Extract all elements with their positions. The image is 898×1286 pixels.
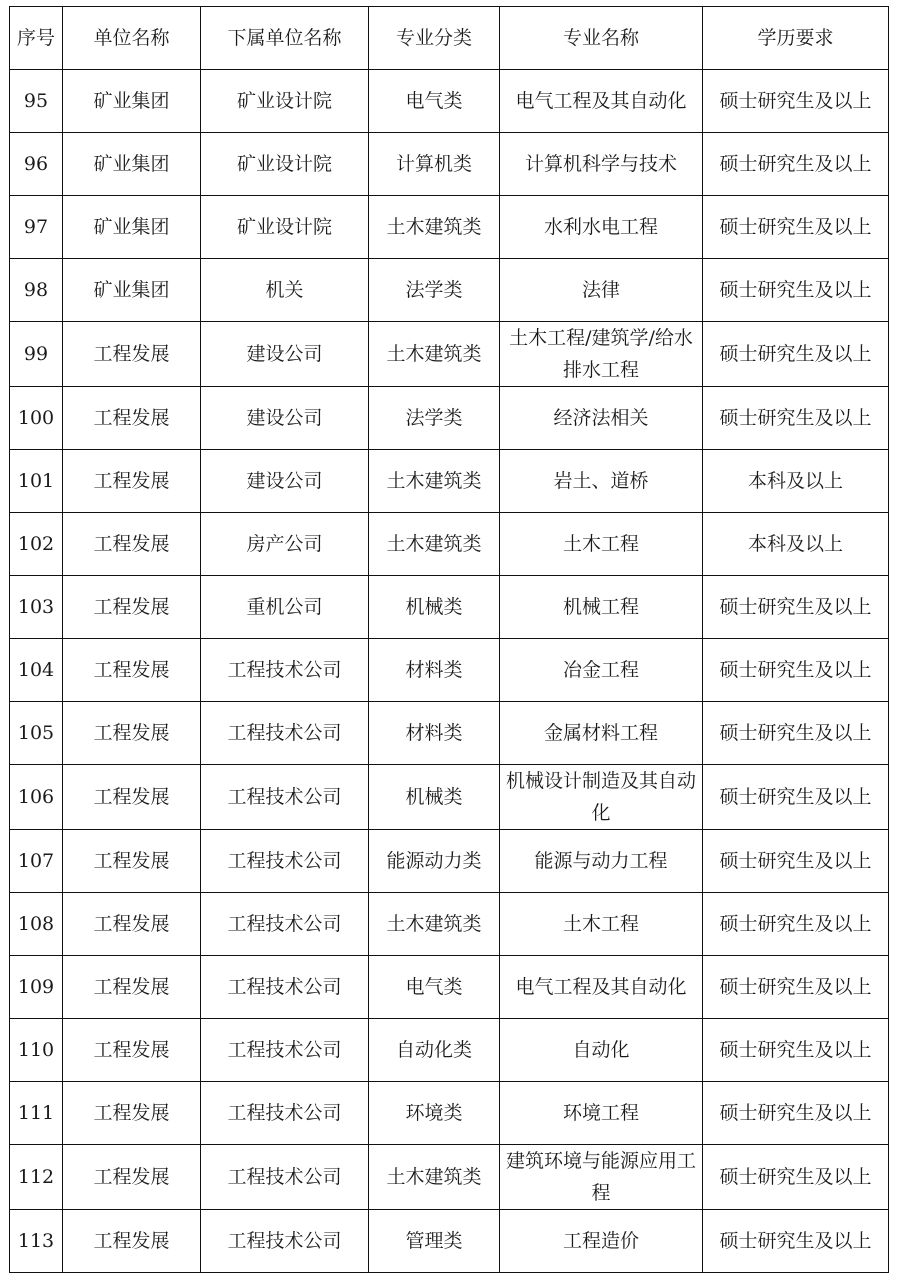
table-row	[10, 70, 889, 133]
header-category: 专业分类	[369, 7, 500, 70]
header-subunit: 下属单位名称	[201, 7, 369, 70]
cell-unit: 工程发展	[63, 513, 201, 576]
cell-category: 土木建筑类	[369, 513, 500, 576]
cell-seq: 111	[10, 1082, 63, 1145]
cell-education: 硕士研究生及以上	[703, 893, 889, 956]
cell-subunit: 矿业设计院	[201, 70, 369, 133]
table-row	[10, 259, 889, 322]
cell-subunit: 工程技术公司	[201, 639, 369, 702]
cell-subunit: 工程技术公司	[201, 830, 369, 893]
cell-subunit: 工程技术公司	[201, 1019, 369, 1082]
cell-subunit: 工程技术公司	[201, 893, 369, 956]
table-row	[10, 196, 889, 259]
cell-unit: 矿业集团	[63, 70, 201, 133]
cell-seq: 101	[10, 450, 63, 513]
cell-seq: 109	[10, 956, 63, 1019]
cell-subunit: 房产公司	[201, 513, 369, 576]
cell-major: 土木工程/建筑学/给水排水工程	[500, 322, 703, 387]
cell-subunit: 建设公司	[201, 387, 369, 450]
cell-category: 土木建筑类	[369, 450, 500, 513]
cell-major: 岩土、道桥	[500, 450, 703, 513]
cell-seq: 97	[10, 196, 63, 259]
cell-category: 管理类	[369, 1210, 500, 1273]
cell-seq: 108	[10, 893, 63, 956]
cell-category: 计算机类	[369, 133, 500, 196]
cell-seq: 107	[10, 830, 63, 893]
cell-education: 硕士研究生及以上	[703, 259, 889, 322]
table-row	[10, 1145, 889, 1210]
table-row	[10, 387, 889, 450]
cell-category: 机械类	[369, 576, 500, 639]
cell-unit: 矿业集团	[63, 196, 201, 259]
cell-subunit: 工程技术公司	[201, 1082, 369, 1145]
cell-unit: 矿业集团	[63, 259, 201, 322]
header-seq: 序号	[10, 7, 63, 70]
cell-category: 电气类	[369, 70, 500, 133]
cell-subunit: 工程技术公司	[201, 702, 369, 765]
cell-seq: 100	[10, 387, 63, 450]
cell-seq: 112	[10, 1145, 63, 1210]
cell-education: 硕士研究生及以上	[703, 387, 889, 450]
cell-subunit: 工程技术公司	[201, 956, 369, 1019]
table-row	[10, 1082, 889, 1145]
cell-category: 土木建筑类	[369, 893, 500, 956]
cell-unit: 工程发展	[63, 765, 201, 830]
header-major: 专业名称	[500, 7, 703, 70]
cell-seq: 113	[10, 1210, 63, 1273]
cell-category: 法学类	[369, 259, 500, 322]
cell-category: 能源动力类	[369, 830, 500, 893]
recruitment-table	[9, 6, 889, 1273]
cell-unit: 工程发展	[63, 702, 201, 765]
cell-education: 硕士研究生及以上	[703, 1019, 889, 1082]
cell-seq: 104	[10, 639, 63, 702]
cell-major: 土木工程	[500, 893, 703, 956]
cell-unit: 工程发展	[63, 639, 201, 702]
cell-unit: 工程发展	[63, 1019, 201, 1082]
cell-education: 硕士研究生及以上	[703, 956, 889, 1019]
table-header-row	[10, 7, 889, 70]
cell-subunit: 机关	[201, 259, 369, 322]
cell-category: 材料类	[369, 702, 500, 765]
table-row	[10, 513, 889, 576]
cell-seq: 96	[10, 133, 63, 196]
cell-unit: 工程发展	[63, 387, 201, 450]
cell-education: 硕士研究生及以上	[703, 830, 889, 893]
table-row	[10, 830, 889, 893]
cell-major: 机械工程	[500, 576, 703, 639]
cell-education: 硕士研究生及以上	[703, 702, 889, 765]
cell-seq: 98	[10, 259, 63, 322]
cell-education: 硕士研究生及以上	[703, 196, 889, 259]
cell-unit: 工程发展	[63, 1145, 201, 1210]
table-row	[10, 639, 889, 702]
cell-subunit: 矿业设计院	[201, 196, 369, 259]
cell-major: 法律	[500, 259, 703, 322]
cell-unit: 工程发展	[63, 450, 201, 513]
cell-seq: 110	[10, 1019, 63, 1082]
cell-major: 冶金工程	[500, 639, 703, 702]
cell-subunit: 建设公司	[201, 450, 369, 513]
cell-major: 电气工程及其自动化	[500, 70, 703, 133]
table-body	[10, 7, 889, 1273]
cell-seq: 95	[10, 70, 63, 133]
cell-education: 硕士研究生及以上	[703, 576, 889, 639]
cell-seq: 102	[10, 513, 63, 576]
table-row	[10, 893, 889, 956]
cell-unit: 工程发展	[63, 830, 201, 893]
cell-category: 土木建筑类	[369, 196, 500, 259]
cell-unit: 工程发展	[63, 1082, 201, 1145]
cell-unit: 工程发展	[63, 576, 201, 639]
cell-major: 计算机科学与技术	[500, 133, 703, 196]
cell-unit: 工程发展	[63, 1210, 201, 1273]
cell-category: 材料类	[369, 639, 500, 702]
cell-subunit: 建设公司	[201, 322, 369, 387]
table-row	[10, 450, 889, 513]
cell-category: 土木建筑类	[369, 322, 500, 387]
cell-major: 电气工程及其自动化	[500, 956, 703, 1019]
cell-education: 硕士研究生及以上	[703, 1210, 889, 1273]
table-row	[10, 956, 889, 1019]
table-row	[10, 1019, 889, 1082]
cell-education: 硕士研究生及以上	[703, 133, 889, 196]
cell-unit: 工程发展	[63, 893, 201, 956]
table-row	[10, 576, 889, 639]
cell-seq: 106	[10, 765, 63, 830]
cell-major: 金属材料工程	[500, 702, 703, 765]
table-row	[10, 765, 889, 830]
table-row	[10, 322, 889, 387]
cell-category: 法学类	[369, 387, 500, 450]
cell-major: 环境工程	[500, 1082, 703, 1145]
cell-education: 硕士研究生及以上	[703, 70, 889, 133]
cell-major: 能源与动力工程	[500, 830, 703, 893]
cell-education: 本科及以上	[703, 450, 889, 513]
table-row	[10, 133, 889, 196]
cell-seq: 103	[10, 576, 63, 639]
header-unit: 单位名称	[63, 7, 201, 70]
cell-major: 经济法相关	[500, 387, 703, 450]
cell-category: 土木建筑类	[369, 1145, 500, 1210]
cell-category: 电气类	[369, 956, 500, 1019]
cell-subunit: 工程技术公司	[201, 1210, 369, 1273]
cell-unit: 工程发展	[63, 956, 201, 1019]
cell-major: 建筑环境与能源应用工程	[500, 1145, 703, 1210]
cell-education: 硕士研究生及以上	[703, 1082, 889, 1145]
cell-subunit: 矿业设计院	[201, 133, 369, 196]
cell-major: 机械设计制造及其自动化	[500, 765, 703, 830]
cell-category: 环境类	[369, 1082, 500, 1145]
cell-unit: 矿业集团	[63, 133, 201, 196]
cell-education: 硕士研究生及以上	[703, 322, 889, 387]
cell-major: 自动化	[500, 1019, 703, 1082]
cell-education: 硕士研究生及以上	[703, 639, 889, 702]
cell-seq: 99	[10, 322, 63, 387]
cell-subunit: 工程技术公司	[201, 1145, 369, 1210]
cell-education: 本科及以上	[703, 513, 889, 576]
cell-category: 机械类	[369, 765, 500, 830]
cell-education: 硕士研究生及以上	[703, 765, 889, 830]
table-row	[10, 1210, 889, 1273]
cell-subunit: 工程技术公司	[201, 765, 369, 830]
cell-unit: 工程发展	[63, 322, 201, 387]
header-education: 学历要求	[703, 7, 889, 70]
cell-major: 土木工程	[500, 513, 703, 576]
cell-major: 水利水电工程	[500, 196, 703, 259]
cell-major: 工程造价	[500, 1210, 703, 1273]
cell-category: 自动化类	[369, 1019, 500, 1082]
cell-subunit: 重机公司	[201, 576, 369, 639]
table-row	[10, 702, 889, 765]
cell-education: 硕士研究生及以上	[703, 1145, 889, 1210]
cell-seq: 105	[10, 702, 63, 765]
